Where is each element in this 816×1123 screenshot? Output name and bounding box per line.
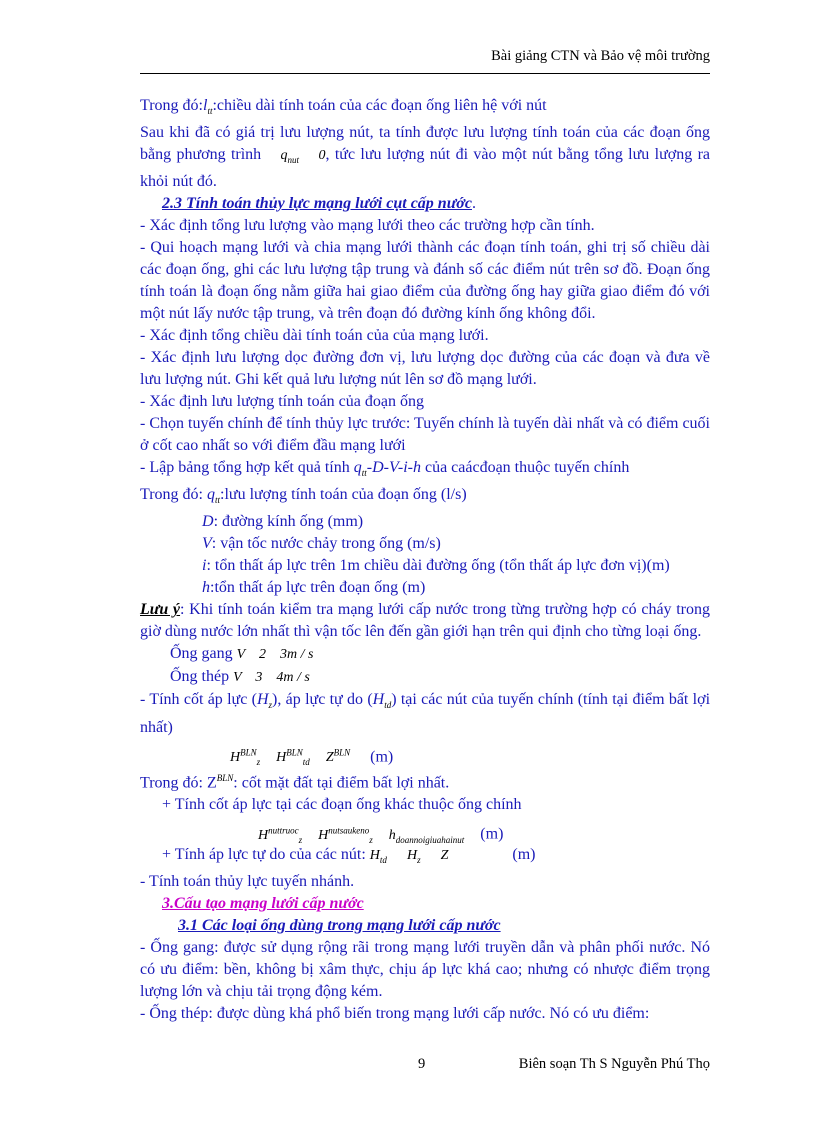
where-v: V: vận tốc nước chảy trong ống (m/s) xyxy=(202,535,441,553)
where-qtt: Trong đó: $q_{tt}:lưu$ lượng tính toán của đoạn ống (l/s) xyxy=(140,486,467,506)
section-heading-3: 3.Cấu tạo mạng lưới cấp nước xyxy=(162,894,364,912)
paragraph-cast-iron-pipe: - Ống gang: được sử dụng rộng rãi trong mạng lưới truyền dẫn và phân phối nước. Nó có ưu điểm: bền, không bị xâm thực, chịu áp lực khá cao; nhưng có nhược điểm trọng lượng lớn và chịu tải trọng động kém. xyxy=(140,938,710,1000)
bullet-total-flow: - Xác định tổng lưu lượng vào mạng lưới theo các trường hợp cần tính. xyxy=(140,216,595,234)
bullet-total-length: - Xác định tổng chiều dài tính toán của của mạng lưới. xyxy=(140,326,489,344)
bullet-summary-table: - Lập bảng tổng hợp kết quả tính $q_{tt}-D-V-i-h$ của caácđoạn thuộc tuyến chính xyxy=(140,458,630,479)
bullet-main-route: - Chọn tuyến chính để tính thủy lực trước: Tuyến chính là tuyến dài nhất và có điểm cuối ở cốt cao nhất so với điểm đầu mạng lưới xyxy=(140,414,710,454)
where-z-bln: Trong đó: $Z^{BLN}$: cốt mặt đất tại điểm bất lợi nhất. xyxy=(140,772,450,791)
pipe-cast-iron-velocity: Ống gang V 2 3m / s xyxy=(170,645,314,663)
header-rule xyxy=(140,73,710,74)
note-label: Lưu ý xyxy=(140,601,181,619)
plus-free-pressure: + Tính áp lực tự do của các nút: $H_{td}$ $H_z$ Z (m) xyxy=(162,845,536,865)
section-heading-2-3: 2.3 Tính toán thủy lực mạng lưới cụt cấp nước. xyxy=(162,194,476,212)
bullet-network-planning: - Qui hoạch mạng lưới và chia mạng lưới thành các đoạn tính toán, ghi trị số chiều dài các đoạn ống, ghi các lưu lượng tập trung và đánh số các điểm nút trên sơ đồ. Đoạn ống tính toán là đoạn ống nằm giữa hai giao điểm của đường ống hay giữa giao điểm đó với một nút lấy nước tập trung, và trên đoạn đó đường kính ống không đổi. xyxy=(140,238,710,322)
where-d: D: đường kính ống (mm) xyxy=(202,513,364,531)
plus-pressure-head-main: + Tính cốt áp lực tại các đoạn ống khác thuộc ống chính xyxy=(162,795,522,813)
document-body xyxy=(140,95,710,1025)
page-number: 9 xyxy=(418,1056,426,1072)
where-i: i: tổn thất áp lực trên 1m chiều dài đường ống (tổn thất áp lực đơn vị)(m) xyxy=(202,557,670,575)
bullet-branch-hydraulics: - Tính toán thủy lực tuyến nhánh. xyxy=(140,872,355,890)
note-paragraph: Lưu ý: Khi tính toán kiểm tra mạng lưới cấp nước trong từng trường hợp có cháy trong giờ dùng nước lớn nhất thì vận tốc lên đến gần giới hạn trên qui định cho từng loại ống. xyxy=(140,601,711,641)
bullet-pressure-head: - Tính cốt áp lực $(H_z)$, áp lực tự do $(H_{td})$ tại các nút của tuyến chính (tính tại điểm bất lợi nhất) xyxy=(140,691,711,736)
equation-qnut: $q_{nut}$ 0 xyxy=(280,148,326,165)
footer-author: Biên soạn Th S Nguyễn Phú Thọ xyxy=(518,1056,710,1072)
section-heading-3-1: 3.1 Các loại ống dùng trong mạng lưới cấp nước xyxy=(178,916,501,934)
formula-hz-bln: $H^{BLN}_z$ $H^{BLN}_{td}$ $Z^{BLN}$ (m) xyxy=(230,747,394,767)
formula-hz-next: $H^{nuttruoc}_z$ $H^{nutsaukeno}_z$ $h_{doannoigiuahainut}$ (m) xyxy=(258,824,504,845)
pipe-steel-velocity: Ống thép V 3 4m / s xyxy=(170,668,310,686)
paragraph-flow-equation: Sau khi đã có giá trị lưu lượng nút, ta tính được lưu lượng tính toán của các đoạn ống bằng phương trình $q_{nut}$ 0, tức lưu lượng nút đi vào một nút bằng tổng lưu lượng ra khỏi nút đó. xyxy=(140,124,711,190)
bullet-segment-flow: - Xác định lưu lượng tính toán của đoạn ống xyxy=(140,392,424,410)
paragraph-steel-pipe: - Ống thép: được dùng khá phổ biến trong mạng lưới cấp nước. Nó có ưu điểm: xyxy=(140,1004,650,1022)
paragraph-ltt: Trong $đó:l_{tt}:chiều$ dài tính toán của các đoạn ống liên hệ với nút xyxy=(140,97,547,117)
where-h: h:tổn thất áp lực trên đoạn ống (m) xyxy=(202,579,426,597)
page-header: Bài giảng CTN và Bảo vệ môi trường xyxy=(491,48,710,64)
bullet-unit-flow: - Xác định lưu lượng dọc đường đơn vị, lưu lượng dọc đường của các đoạn và đưa về lưu lượng nút. Ghi kết quả lưu lượng nút lên sơ đồ mạng lưới. xyxy=(140,348,710,388)
